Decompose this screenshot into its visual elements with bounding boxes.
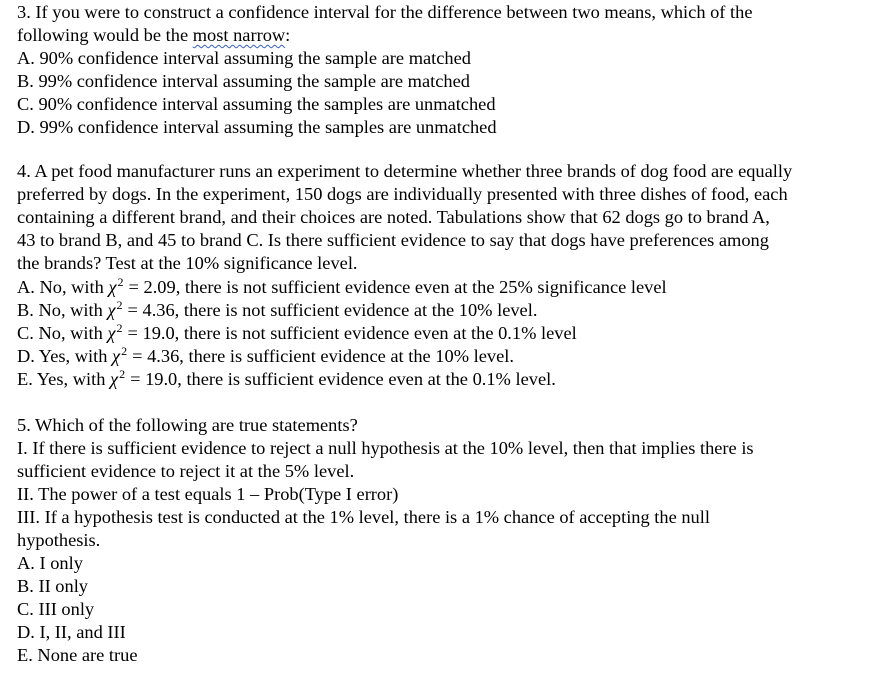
q5-option-e: E. None are true — [17, 645, 138, 665]
chi-exponent: 2 — [116, 321, 123, 335]
q4-option-d-text: = 4.36, there is sufficient evidence at the 10% level. — [132, 346, 514, 366]
q3-option-c: C. 90% confidence interval assuming the samples are unmatched — [17, 94, 496, 114]
chi-symbol: χ — [107, 323, 116, 343]
q3-stem-line-2 — [17, 24, 290, 47]
q4-option-e-prefix: E. Yes, with — [17, 369, 110, 389]
q3-option-d: D. 99% confidence interval assuming the samples are unmatched — [17, 117, 497, 137]
q3-option-a: A. 90% confidence interval assuming the sample are matched — [17, 48, 471, 68]
q4-option-a-text: = 2.09, there is not sufficient evidence even at the 25% significance level — [128, 277, 667, 297]
q4-option-d — [17, 345, 514, 370]
q4-stem-line-2: preferred by dogs. In the experiment, 150 dogs are individually presented with three dishes of food, each — [17, 184, 788, 204]
q4-option-c-text: = 19.0, there is not sufficient evidence even at the 0.1% level — [127, 323, 577, 343]
q5-stem-line-1: 5. Which of the following are true statements? — [17, 415, 358, 435]
q5-statement-ii: II. The power of a test equals 1 – Prob(Type I error) — [17, 484, 399, 504]
q4-option-c-prefix: C. No, with — [17, 323, 108, 343]
q5-option-a: A. I only — [17, 553, 83, 573]
q4-option-e-text: = 19.0, there is sufficient evidence even at the 0.1% level. — [130, 369, 556, 389]
q4-option-e — [17, 368, 556, 393]
q5-option-c: C. III only — [17, 599, 95, 619]
spellcheck-underlined-phrase[interactable]: most narrow — [192, 25, 286, 45]
q4-option-b — [17, 299, 537, 324]
q5-statement-iii-cont: hypothesis. — [17, 530, 101, 550]
chi-exponent: 2 — [116, 298, 123, 312]
q5-option-b: B. II only — [17, 576, 89, 596]
q3-option-b: B. 99% confidence interval assuming the sample are matched — [17, 71, 470, 91]
q3-stem-text: following would be the — [17, 25, 193, 45]
q4-stem-line-4: 43 to brand B, and 45 to brand C. Is there sufficient evidence to say that dogs have preferences among — [17, 230, 769, 250]
q5-statement-i-cont: sufficient evidence to reject it at the 5% level. — [17, 461, 355, 481]
q4-option-b-prefix: B. No, with — [17, 300, 108, 320]
chi-symbol: χ — [112, 346, 121, 366]
q4-option-b-text: = 4.36, there is not sufficient evidence at the 10% level. — [127, 300, 538, 320]
chi-symbol: χ — [108, 277, 117, 297]
q3-stem-colon: : — [285, 25, 291, 45]
q4-option-a-prefix: A. No, with — [17, 277, 109, 297]
q5-statement-iii: III. If a hypothesis test is conducted at the 1% level, there is a 1% chance of accepting the null — [17, 507, 710, 527]
chi-symbol: χ — [110, 369, 119, 389]
q5-statement-i: I. If there is sufficient evidence to reject a null hypothesis at the 10% level, then that implies there is — [17, 438, 754, 458]
q4-option-d-prefix: D. Yes, with — [17, 346, 113, 366]
q4-stem-line-5: the brands? Test at the 10% significance level. — [17, 253, 358, 273]
q4-stem-line-3: containing a different brand, and their choices are noted. Tabulations show that 62 dogs go to brand A, — [17, 207, 770, 227]
q4-option-c — [17, 322, 577, 347]
q4-stem-line-1: 4. A pet food manufacturer runs an experiment to determine whether three brands of dog food are equally — [17, 161, 793, 181]
chi-exponent: 2 — [117, 275, 124, 289]
chi-exponent: 2 — [121, 344, 128, 358]
chi-exponent: 2 — [119, 367, 126, 381]
chi-symbol: χ — [107, 300, 116, 320]
q5-option-d: D. I, II, and III — [17, 622, 126, 642]
q4-option-a — [17, 276, 667, 301]
q3-stem-line-1: 3. If you were to construct a confidence interval for the difference between two means, which of the — [17, 2, 753, 22]
